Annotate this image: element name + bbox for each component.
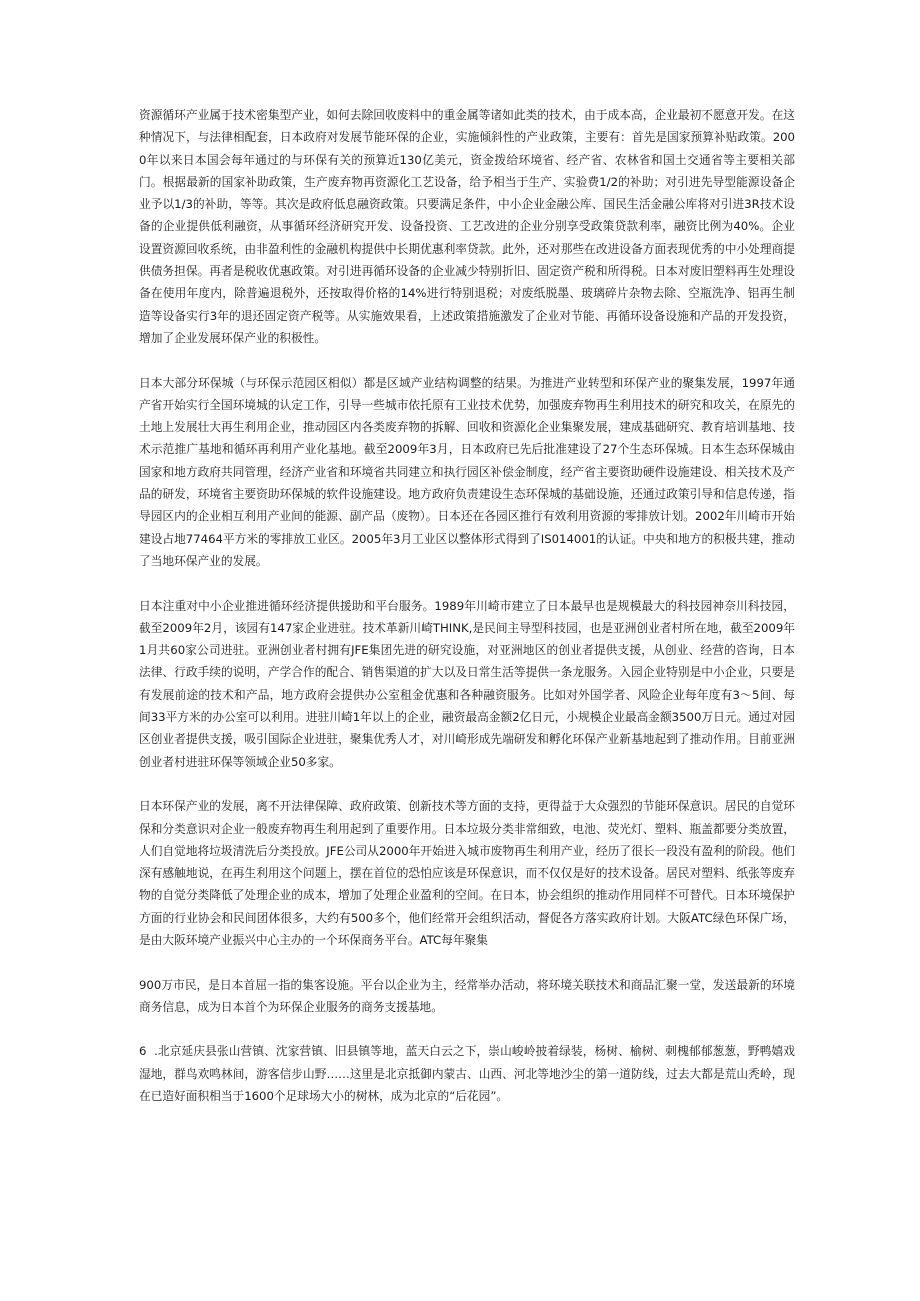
paragraph-yanqing: 6 .北京延庆县张山营镇、沈家营镇、旧县镇等地，蓝天白云之下，崇山峻岭披着绿装，杨树、榆树、刺槐郁郁葱葱，野鸭嬉戏湿地，群鸟欢鸣林间，游客信步山野……这里是北京抵御内蒙古、山西、河北等地沙尘的第一道防线，过去大都是荒山秃岭，现在已造好面积相当于1600个足球场大小的树林，成为北京的“后花园”。: [139, 1044, 795, 1104]
paragraph-sme-support: 日本注重对中小企业推进循环经济提供援助和平台服务。1989年川崎市建立了日本最早也是规模最大的科技园神奈川科技园，截至2009年2月，该园有147家企业进驻。技术革新川崎THINK,是民间主导型科技园，也是亚洲创业者村所在地，截至2009年1月共60家公司进驻。亚洲创业者村拥有JFE集团先进的研究设施，对亚洲地区的创业者提供支援，从创业、经营的咨询，日本法律、行政手续的说明，产学合作的配合、销售渠道的扩大以及日常生活等提供一条龙服务。入园企业特别是中小企业，只要是有发展前途的技术和产品，地方政府会提供办公室租金优惠和各种融资服务。比如对外国学者、风险企业每年度有3～5间、每间33平方米的办公室可以利用。进驻川崎1年以上的企业，融资最高金额2亿日元，小规模企业最高金额3500万日元。通过对园区创业者提供支援，吸引国际企业进驻，聚集优秀人才，对川崎形成先端研发和孵化环保产业新基地起到了推动作用。目前亚洲创业者村进驻环保等领域企业50多家。: [139, 598, 795, 769]
paragraph-recycling-policy: 资源循环产业属于技术密集型产业，如何去除回收废料中的重金属等诸如此类的技术，由于成本高，企业最初不愿意开发。在这种情况下，与法律相配套，日本政府对发展节能环保的企业，实施倾斜性的产业政策，主要有：首先是国家预算补贴政策。2000年以来日本国会每年通过的与环保有关的预算近130亿美元，资金拨给环境省、经产省、农林省和国土交通省等主要相关部门。根据最新的国家补助政策，生产废弃物再资源化工艺设备，给予相当于生产、实验费1/2的补助；对引进先导型能源设备企业予以1/3的补助，等等。其次是政府低息融资政策。只要满足条件，中小企业金融公库、国民生活金融公库将对引进3R技术设备的企业提供低利融资，从事循环经济研究开发、设备投资、工艺改进的企业分别享受政策贷款利率，融资比例为40%。企业设置资源回收系统，由非盈利性的金融机构提供中长期优惠利率贷款。此外，还对那些在改进设备方面表现优秀的中小处理商提供债务担保。再者是税收优惠政策。对引进再循环设备的企业减少特别折旧、固定资产税和所得税。日本对废旧塑料再生处理设备在使用年度内，除普遍退税外，还按取得价格的14%进行特别退税；对废纸脱墨、玻璃碎片杂物去除、空瓶洗净、铝再生制造等设备实行3年的退还固定资产税等。从实施效果看，上述政策措施激发了企业对节能、再循环设备设施和产品的开发投资，增加了企业发展环保产业的积极性。: [139, 108, 795, 345]
paragraph-eco-town: 日本大部分环保城（与环保示范园区相似）都是区域产业结构调整的结果。为推进产业转型和环保产业的聚集发展，1997年通产省开始实行全国环境城的认定工作，引导一些城市依托原有工业技术优势，加强废弃物再生利用技术的研究和攻关，在原先的土地上发展壮大再生利用企业，推动园区内各类废弃物的拆解、回收和资源化企业集聚发展，建成基础研究、教育培训基地、技术示范推广基地和循环再利用产业化基地。截至2009年3月，日本政府已先后批准建设了27个生态环保城。日本生态环保城由国家和地方政府共同管理，经济产业省和环境省共同建立和执行园区补偿金制度，经产省主要资助硬件设施建设、相关技术及产品的研发，环境省主要资助环保城的软件设施建设。地方政府负责建设生态环保城的基础设施，还通过政策引导和信息传递，指导园区内的企业相互利用产业间的能源、副产品（废物）。日本还在各园区推行有效利用资源的零排放计划。2002年川崎市开始建设占地77464平方米的零排放工业区。2005年3月工业区以整体形式得到了IS014001的认证。中央和地方的积极共建，推动了当地环保产业的发展。: [139, 375, 795, 568]
paragraph-atc-platform: 900万市民，是日本首屈一指的集客设施。平台以企业为主，经常举办活动，将环境关联技术和商品汇聚一堂，发送最新的环境商务信息，成为日本首个为环保企业服务的商务支援基地。: [139, 977, 795, 1014]
paragraph-public-awareness: 日本环保产业的发展，离不开法律保障、政府政策、创新技术等方面的支持，更得益于大众强烈的节能环保意识。居民的自觉环保和分类意识对企业一般废弃物再生利用起到了重要作用。日本垃圾分类非常细致，电池、荧光灯、塑料、瓶盖都要分类放置，人们自觉地将垃圾清洗后分类投放。JFE公司从2000年开始进入城市废物再生利用产业，经历了很长一段没有盈利的阶段。他们深有感触地说，在再生利用这个问题上，摆在首位的恐怕应该是环保意识，而不仅仅是好的技术设备。居民对塑料、纸张等废弃物的自觉分类降低了处理企业的成本，增加了处理企业盈利的空间。在日本，协会组织的推动作用同样不可替代。日本环境保护方面的行业协会和民间团体很多，大约有500多个，他们经常开会组织活动，督促各方落实政府计划。大阪ATC绿色环保广场，是由大阪环境产业振兴中心主办的一个环保商务平台。ATC每年聚集: [139, 799, 795, 947]
document-body: [139, 104, 795, 1107]
